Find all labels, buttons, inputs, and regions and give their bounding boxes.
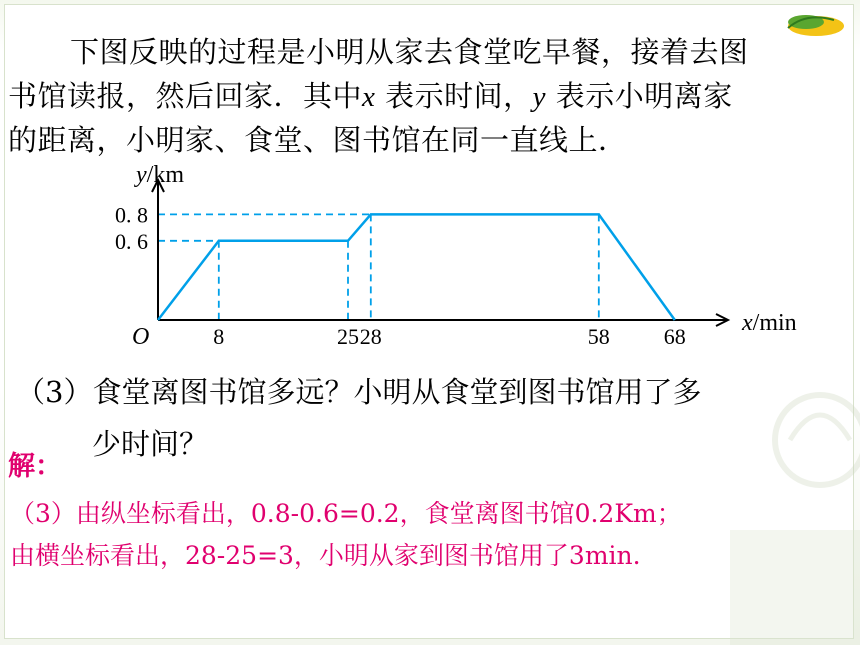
intro-line-2-b: 表示时间，	[375, 79, 533, 113]
background-decoration	[730, 330, 860, 645]
solution-label: 解：	[8, 451, 62, 482]
distance-time-chart	[90, 155, 820, 355]
question-3-line-1: （3）食堂离图书馆多远？小明从食堂到图书馆用了多	[16, 375, 702, 409]
solution-line-2: 由横坐标看出，28-25=3，小明从家到图书馆用了3min.	[10, 541, 641, 570]
x-tick-label-1: 25	[337, 324, 359, 349]
intro-line-2	[8, 74, 733, 115]
solution-line-1: （3）由纵坐标看出，0.8-0.6=0.2，食堂离图书馆0.2Km；	[10, 499, 682, 528]
x-tick-label-3: 58	[587, 324, 610, 349]
intro-line-1: 下图反映的过程是小明从家去食堂吃早餐，接着去图	[70, 35, 749, 69]
intro-line-2-a: 书馆读报，然后回家．其中	[8, 79, 363, 113]
intro-var-y: y	[532, 81, 546, 113]
intro-var-x: x	[362, 81, 376, 113]
intro-line-2-c: 表示小明离家	[545, 79, 733, 113]
x-axis-label	[741, 310, 797, 336]
leaf-logo-icon	[776, 8, 846, 42]
x-axis-unit: /min	[752, 310, 797, 336]
x-tick-label-4: 68	[663, 324, 686, 349]
origin-label: O	[132, 324, 150, 350]
y-axis-unit: /km	[146, 162, 184, 188]
y-axis-var: y	[136, 162, 147, 188]
x-tick-label-0: 8	[213, 324, 225, 349]
x-tick-label-2: 28	[359, 324, 382, 349]
series-line	[158, 214, 675, 320]
y-axis-label	[134, 162, 184, 188]
x-axis-var: x	[742, 310, 753, 336]
y-tick-label-0: 0. 6	[115, 228, 148, 254]
intro-line-3: 的距离，小明家、食堂、图书馆在同一直线上．	[8, 123, 628, 157]
y-tick-label-1: 0. 8	[115, 202, 148, 228]
question-3-line-2: 少时间？	[92, 427, 209, 461]
